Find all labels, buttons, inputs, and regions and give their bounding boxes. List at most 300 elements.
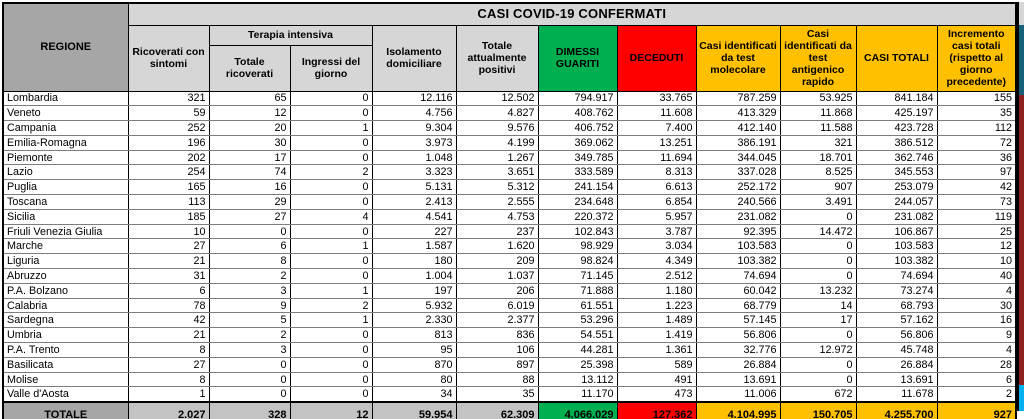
value-cell: 4.827 [456, 106, 538, 121]
totale-value-cell: 2.027 [128, 402, 209, 419]
table-row [3, 106, 1016, 121]
totale-value-cell: 4.255.700 [856, 402, 937, 419]
value-cell: 0 [290, 254, 372, 269]
value-cell: 231.082 [696, 209, 780, 224]
value-cell: 4 [937, 283, 1016, 298]
value-cell: 26.884 [856, 357, 937, 372]
value-cell: 103.382 [856, 254, 937, 269]
table-row [3, 165, 1016, 180]
value-cell: 6.019 [456, 298, 538, 313]
value-cell: 11.678 [856, 387, 937, 402]
value-cell: 473 [617, 387, 696, 402]
value-cell: 8 [128, 372, 209, 387]
value-cell: 103.382 [696, 254, 780, 269]
value-cell: 7.400 [617, 121, 696, 136]
totale-value-cell: 927 [937, 402, 1016, 419]
table-row [3, 387, 1016, 402]
value-cell: 589 [617, 357, 696, 372]
value-cell: 836 [456, 328, 538, 343]
value-cell: 119 [937, 209, 1016, 224]
value-cell: 65 [209, 91, 290, 106]
value-cell: 27 [209, 209, 290, 224]
column-header-incremento: Incremento casi totali (rispetto al giorno precedente) [937, 25, 1016, 91]
value-cell: 34 [372, 387, 456, 402]
column-header-test-molecolare: Casi identificati da test molecolare [696, 25, 780, 91]
value-cell: 2 [209, 328, 290, 343]
value-cell: 92.395 [696, 224, 780, 239]
value-cell: 1.489 [617, 313, 696, 328]
value-cell: 14 [780, 298, 856, 313]
value-cell: 787.259 [696, 91, 780, 106]
value-cell: 73.274 [856, 283, 937, 298]
value-cell: 72 [937, 135, 1016, 150]
value-cell: 841.184 [856, 91, 937, 106]
value-cell: 17 [780, 313, 856, 328]
value-cell: 491 [617, 372, 696, 387]
value-cell: 80 [372, 372, 456, 387]
value-cell: 386.191 [696, 135, 780, 150]
value-cell: 1 [290, 121, 372, 136]
value-cell: 44.281 [538, 343, 617, 358]
value-cell: 112 [937, 121, 1016, 136]
region-name: Lombardia [3, 91, 128, 106]
table-row [3, 372, 1016, 387]
value-cell: 17 [209, 150, 290, 165]
value-cell: 57.145 [696, 313, 780, 328]
value-cell: 32.776 [696, 343, 780, 358]
value-cell: 3.034 [617, 239, 696, 254]
table-row [3, 283, 1016, 298]
column-header-isolamento: Isolamento domiciliare [372, 25, 456, 91]
value-cell: 0 [290, 372, 372, 387]
totale-row [3, 402, 1016, 419]
value-cell: 4.753 [456, 209, 538, 224]
value-cell: 0 [290, 343, 372, 358]
region-name: Toscana [3, 195, 128, 210]
value-cell: 155 [937, 91, 1016, 106]
value-cell: 42 [937, 180, 1016, 195]
value-cell: 386.512 [856, 135, 937, 150]
value-cell: 2 [290, 298, 372, 313]
value-cell: 2 [209, 269, 290, 284]
table-row [3, 269, 1016, 284]
value-cell: 95 [372, 343, 456, 358]
value-cell: 202 [128, 150, 209, 165]
value-cell: 197 [372, 283, 456, 298]
value-cell: 9.304 [372, 121, 456, 136]
value-cell: 1.361 [617, 343, 696, 358]
value-cell: 0 [290, 106, 372, 121]
region-name: Emilia-Romagna [3, 135, 128, 150]
value-cell: 0 [780, 372, 856, 387]
value-cell: 12 [209, 106, 290, 121]
cutoff-column-totale-strip [1017, 385, 1024, 411]
value-cell: 227 [372, 224, 456, 239]
value-cell: 237 [456, 224, 538, 239]
value-cell: 3 [209, 283, 290, 298]
column-header-test-antigenico: Casi identificati da test antigenico rapido [780, 25, 856, 91]
value-cell: 16 [937, 313, 1016, 328]
value-cell: 57.162 [856, 313, 937, 328]
value-cell: 98.929 [538, 239, 617, 254]
value-cell: 0 [780, 239, 856, 254]
value-cell: 35 [456, 387, 538, 402]
value-cell: 9 [937, 328, 1016, 343]
value-cell: 0 [290, 180, 372, 195]
value-cell: 59 [128, 106, 209, 121]
value-cell: 1.048 [372, 150, 456, 165]
value-cell: 6 [937, 372, 1016, 387]
value-cell: 78 [128, 298, 209, 313]
value-cell: 106.867 [856, 224, 937, 239]
totale-value-cell: 4.104.995 [696, 402, 780, 419]
value-cell: 8.525 [780, 165, 856, 180]
value-cell: 0 [209, 387, 290, 402]
value-cell: 333.589 [538, 165, 617, 180]
value-cell: 5.932 [372, 298, 456, 313]
table-title: CASI COVID-19 CONFERMATI [128, 3, 1016, 25]
value-cell: 0 [290, 357, 372, 372]
value-cell: 60.042 [696, 283, 780, 298]
value-cell: 870 [372, 357, 456, 372]
totale-value-cell: 59.954 [372, 402, 456, 419]
value-cell: 209 [456, 254, 538, 269]
value-cell: 206 [456, 283, 538, 298]
value-cell: 53.925 [780, 91, 856, 106]
value-cell: 4.349 [617, 254, 696, 269]
totale-value-cell: 62.309 [456, 402, 538, 419]
table-row [3, 180, 1016, 195]
totale-value-cell: 4.066.029 [538, 402, 617, 419]
value-cell: 425.197 [856, 106, 937, 121]
value-cell: 0 [780, 269, 856, 284]
value-cell: 13.112 [538, 372, 617, 387]
column-header-ingressi-giorno: Ingressi del giorno [290, 45, 372, 91]
value-cell: 0 [290, 269, 372, 284]
value-cell: 0 [290, 224, 372, 239]
value-cell: 794.917 [538, 91, 617, 106]
column-header-regione: REGIONE [3, 3, 128, 91]
value-cell: 2 [290, 165, 372, 180]
value-cell: 2.555 [456, 195, 538, 210]
value-cell: 813 [372, 328, 456, 343]
value-cell: 56.806 [696, 328, 780, 343]
value-cell: 8.313 [617, 165, 696, 180]
table-header [3, 3, 1016, 91]
value-cell: 4.199 [456, 135, 538, 150]
value-cell: 244.057 [856, 195, 937, 210]
value-cell: 0 [209, 357, 290, 372]
value-cell: 5.131 [372, 180, 456, 195]
value-cell: 9.576 [456, 121, 538, 136]
value-cell: 21 [128, 254, 209, 269]
totale-value-cell: 328 [209, 402, 290, 419]
table-row [3, 91, 1016, 106]
cutoff-column-header-strip [1017, 25, 1024, 95]
region-name: Puglia [3, 180, 128, 195]
value-cell: 185 [128, 209, 209, 224]
region-name: Sicilia [3, 209, 128, 224]
value-cell: 413.329 [696, 106, 780, 121]
value-cell: 5 [209, 313, 290, 328]
value-cell: 3.323 [372, 165, 456, 180]
region-name: Friuli Venezia Giulia [3, 224, 128, 239]
value-cell: 234.648 [538, 195, 617, 210]
value-cell: 423.728 [856, 121, 937, 136]
value-cell: 74.694 [856, 269, 937, 284]
region-name: Calabria [3, 298, 128, 313]
cutoff-column-body-strip [1017, 95, 1024, 385]
value-cell: 98.824 [538, 254, 617, 269]
table-row [3, 239, 1016, 254]
region-name: Campania [3, 121, 128, 136]
value-cell: 97 [937, 165, 1016, 180]
value-cell: 1.267 [456, 150, 538, 165]
value-cell: 254 [128, 165, 209, 180]
value-cell: 18.701 [780, 150, 856, 165]
value-cell: 68.793 [856, 298, 937, 313]
totale-value-cell: 150.705 [780, 402, 856, 419]
region-name: P.A. Bolzano [3, 283, 128, 298]
column-group-terapia-intensiva: Terapia intensiva [209, 25, 372, 45]
value-cell: 8 [209, 254, 290, 269]
totale-label: TOTALE [3, 402, 128, 419]
value-cell: 42 [128, 313, 209, 328]
value-cell: 6 [128, 283, 209, 298]
value-cell: 4.541 [372, 209, 456, 224]
value-cell: 71.888 [538, 283, 617, 298]
value-cell: 1 [290, 283, 372, 298]
value-cell: 13.691 [856, 372, 937, 387]
value-cell: 53.296 [538, 313, 617, 328]
value-cell: 5.312 [456, 180, 538, 195]
value-cell: 0 [780, 357, 856, 372]
value-cell: 0 [780, 209, 856, 224]
value-cell: 231.082 [856, 209, 937, 224]
value-cell: 0 [209, 224, 290, 239]
table-row [3, 150, 1016, 165]
value-cell: 165 [128, 180, 209, 195]
value-cell: 3.651 [456, 165, 538, 180]
value-cell: 13.251 [617, 135, 696, 150]
value-cell: 2.512 [617, 269, 696, 284]
region-name: Piemonte [3, 150, 128, 165]
value-cell: 12 [937, 239, 1016, 254]
value-cell: 4 [290, 209, 372, 224]
table-row [3, 195, 1016, 210]
region-name: Umbria [3, 328, 128, 343]
region-name: Molise [3, 372, 128, 387]
value-cell: 26.884 [696, 357, 780, 372]
value-cell: 11.588 [780, 121, 856, 136]
value-cell: 0 [290, 150, 372, 165]
value-cell: 71.145 [538, 269, 617, 284]
value-cell: 6.854 [617, 195, 696, 210]
value-cell: 321 [128, 91, 209, 106]
value-cell: 74 [209, 165, 290, 180]
value-cell: 21 [128, 328, 209, 343]
value-cell: 13.691 [696, 372, 780, 387]
value-cell: 0 [290, 135, 372, 150]
value-cell: 20 [209, 121, 290, 136]
value-cell: 12.972 [780, 343, 856, 358]
value-cell: 27 [128, 239, 209, 254]
value-cell: 68.779 [696, 298, 780, 313]
region-name: Veneto [3, 106, 128, 121]
region-name: Valle d'Aosta [3, 387, 128, 402]
value-cell: 8 [128, 343, 209, 358]
column-header-positivi: Totale attualmente positivi [456, 25, 538, 91]
value-cell: 344.045 [696, 150, 780, 165]
value-cell: 2.413 [372, 195, 456, 210]
table-row [3, 343, 1016, 358]
value-cell: 10 [128, 224, 209, 239]
value-cell: 4 [937, 343, 1016, 358]
table-row [3, 357, 1016, 372]
value-cell: 369.062 [538, 135, 617, 150]
value-cell: 31 [128, 269, 209, 284]
value-cell: 54.551 [538, 328, 617, 343]
totale-value-cell: 12 [290, 402, 372, 419]
value-cell: 16 [209, 180, 290, 195]
value-cell: 1 [290, 313, 372, 328]
value-cell: 4.756 [372, 106, 456, 121]
value-cell: 27 [128, 357, 209, 372]
value-cell: 2 [937, 387, 1016, 402]
value-cell: 2.377 [456, 313, 538, 328]
value-cell: 3.491 [780, 195, 856, 210]
value-cell: 196 [128, 135, 209, 150]
value-cell: 252 [128, 121, 209, 136]
table-row [3, 209, 1016, 224]
value-cell: 35 [937, 106, 1016, 121]
value-cell: 40 [937, 269, 1016, 284]
value-cell: 0 [290, 195, 372, 210]
value-cell: 0 [780, 328, 856, 343]
value-cell: 0 [290, 387, 372, 402]
value-cell: 3.973 [372, 135, 456, 150]
value-cell: 56.806 [856, 328, 937, 343]
value-cell: 5.957 [617, 209, 696, 224]
column-header-deceduti: DECEDUTI [617, 25, 696, 91]
value-cell: 253.079 [856, 180, 937, 195]
value-cell: 73 [937, 195, 1016, 210]
value-cell: 33.765 [617, 91, 696, 106]
value-cell: 252.172 [696, 180, 780, 195]
value-cell: 1.419 [617, 328, 696, 343]
value-cell: 362.746 [856, 150, 937, 165]
value-cell: 0 [209, 372, 290, 387]
value-cell: 1.223 [617, 298, 696, 313]
table-row [3, 328, 1016, 343]
table-row [3, 254, 1016, 269]
value-cell: 14.472 [780, 224, 856, 239]
value-cell: 412.140 [696, 121, 780, 136]
column-header-casi-totali: CASI TOTALI [856, 25, 937, 91]
region-name: P.A. Trento [3, 343, 128, 358]
value-cell: 321 [780, 135, 856, 150]
region-name: Liguria [3, 254, 128, 269]
value-cell: 25 [937, 224, 1016, 239]
value-cell: 3.787 [617, 224, 696, 239]
column-header-totale-ricoverati: Totale ricoverati [209, 45, 290, 91]
value-cell: 25.398 [538, 357, 617, 372]
value-cell: 345.553 [856, 165, 937, 180]
value-cell: 1.620 [456, 239, 538, 254]
column-header-dimessi-guariti: DIMESSI GUARITI [538, 25, 617, 91]
value-cell: 241.154 [538, 180, 617, 195]
value-cell: 349.785 [538, 150, 617, 165]
value-cell: 13.232 [780, 283, 856, 298]
value-cell: 11.694 [617, 150, 696, 165]
value-cell: 103.583 [856, 239, 937, 254]
value-cell: 0 [780, 254, 856, 269]
value-cell: 6.613 [617, 180, 696, 195]
value-cell: 45.748 [856, 343, 937, 358]
table-row [3, 298, 1016, 313]
value-cell: 9 [209, 298, 290, 313]
value-cell: 240.566 [696, 195, 780, 210]
table-row [3, 224, 1016, 239]
value-cell: 1 [128, 387, 209, 402]
table-row [3, 313, 1016, 328]
table-footer [3, 402, 1016, 419]
value-cell: 672 [780, 387, 856, 402]
value-cell: 1 [290, 239, 372, 254]
value-cell: 1.587 [372, 239, 456, 254]
value-cell: 88 [456, 372, 538, 387]
table-row [3, 121, 1016, 136]
covid-table [2, 2, 1017, 419]
value-cell: 408.762 [538, 106, 617, 121]
value-cell: 1.037 [456, 269, 538, 284]
value-cell: 0 [290, 328, 372, 343]
column-header-ricoverati: Ricoverati con sintomi [128, 25, 209, 91]
region-name: Basilicata [3, 357, 128, 372]
value-cell: 1.004 [372, 269, 456, 284]
value-cell: 1.180 [617, 283, 696, 298]
value-cell: 0 [290, 91, 372, 106]
value-cell: 406.752 [538, 121, 617, 136]
value-cell: 3 [209, 343, 290, 358]
value-cell: 12.116 [372, 91, 456, 106]
value-cell: 102.843 [538, 224, 617, 239]
value-cell: 29 [209, 195, 290, 210]
value-cell: 11.608 [617, 106, 696, 121]
value-cell: 106 [456, 343, 538, 358]
value-cell: 36 [937, 150, 1016, 165]
value-cell: 907 [780, 180, 856, 195]
value-cell: 61.551 [538, 298, 617, 313]
region-name: Marche [3, 239, 128, 254]
value-cell: 12.502 [456, 91, 538, 106]
region-name: Sardegna [3, 313, 128, 328]
value-cell: 2.330 [372, 313, 456, 328]
value-cell: 113 [128, 195, 209, 210]
table-row [3, 135, 1016, 150]
value-cell: 103.583 [696, 239, 780, 254]
value-cell: 220.372 [538, 209, 617, 224]
value-cell: 6 [209, 239, 290, 254]
totale-value-cell: 127.362 [617, 402, 696, 419]
region-name: Abruzzo [3, 269, 128, 284]
value-cell: 30 [937, 298, 1016, 313]
table-body [3, 91, 1016, 402]
cutoff-column-title-strip [1017, 2, 1024, 25]
value-cell: 11.868 [780, 106, 856, 121]
value-cell: 897 [456, 357, 538, 372]
value-cell: 11.006 [696, 387, 780, 402]
